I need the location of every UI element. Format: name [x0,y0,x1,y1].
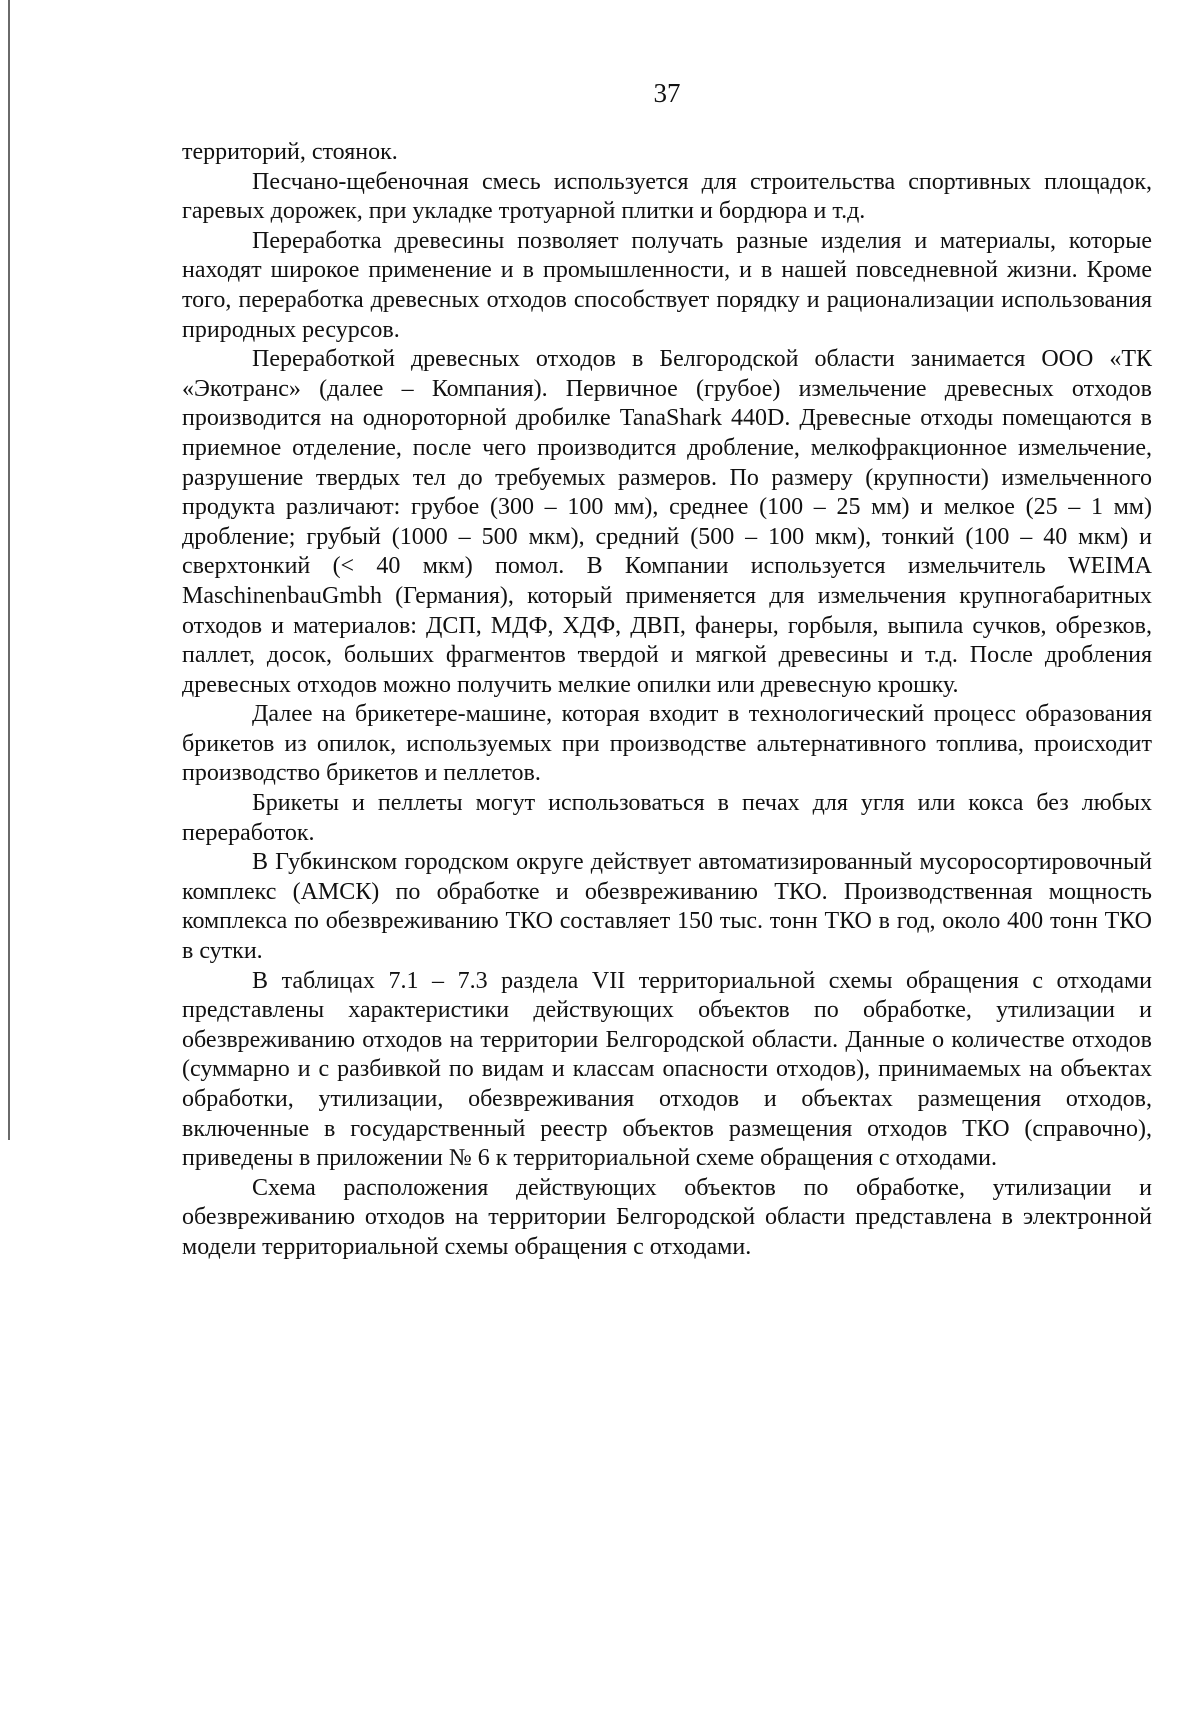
paragraph-ecotrans-company: Переработкой древесных отходов в Белгородской области занимается ООО «ТК «Экотранс» (далее – Компания). Первичное (грубое) измельчение древесных отходов производится на однороторной дробилке TanaShark 440D. Древесные отходы помещаются в приемное отделение, после чего производится дробление, мелкофракционное измельчение, разрушение твердых тел до требуемых размеров. По размеру (крупности) измельченного продукта различают: грубое (300 – 100 мм), среднее (100 – 25 мм) и мелкое (25 – 1 мм) дробление; грубый (1000 – 500 мкм), средний (500 – 100 мкм), тонкий (100 – 40 мкм) и сверхтонкий (< 40 мкм) помол. В Компании используется измельчитель WEIMA MaschinenbauGmbh (Германия), который применяется для измельчения крупногабаритных отходов и материалов: ДСП, МДФ, ХДФ, ДВП, фанеры, горбыля, выпила сучков, обрезков, паллет, досок, больших фрагментов твердой и мягкой древесины и т.д. После дробления древесных отходов можно получить мелкие опилки или древесную крошку. [182,346,1152,698]
paragraph-sand-gravel-mix: Песчано-щебеночная смесь используется для строительства спортивных площадок, гаревых дорожек, при укладке тротуарной плитки и бордюра и т.д. [182,168,1152,225]
paragraph-wood-processing: Переработка древесины позволяет получать разные изделия и материалы, которые находят широкое применение и в промышленности, и в нашей повседневной жизни. Кроме того, переработка древесных отходов способствует порядку и рационализации использования природных ресурсов. [182,227,1152,343]
document-body [182,138,1152,1263]
paragraph-briquetting: Далее на брикетере-машине, которая входит в технологический процесс образования брикетов из опилок, используемых при производстве альтернативного топлива, происходит производство брикетов и пеллетов. [182,701,1152,787]
paragraph-tables-reference: В таблицах 7.1 – 7.3 раздела VII территориальной схемы обращения с отходами представлены характеристики действующих объектов по обработке, утилизации и обезвреживанию отходов на территории Белгородской области. Данные о количестве отходов (суммарно и с разбивкой по видам и классам опасности отходов), принимаемых на объектах обработки, утилизации, обезвреживания отходов и объектах размещения отходов, включенные в государственный реестр объектов размещения отходов ТКО (справочно), приведены в приложении № 6 к территориальной схеме обращения с отходами. [182,967,1152,1172]
paragraph-continuation: территорий, стоянок. [182,139,398,165]
page-number: 37 [653,78,681,108]
paragraph-briquettes-use: Брикеты и пеллеты могут использоваться в печах для угля или кокса без любых переработок. [182,790,1152,846]
paragraph-gubkin-amsk: В Губкинском городском округе действует автоматизированный мусоросортировочный комплекс (АМСК) по обработке и обезвреживанию ТКО. Производственная мощность комплекса по обезвреживанию ТКО составляет 150 тыс. тонн ТКО в год, около 400 тонн ТКО в сутки. [182,849,1152,965]
paragraph-electronic-model: Схема расположения действующих объектов по обработке, утилизации и обезвреживанию отходов на территории Белгородской области представлена в электронной модели территориальной схемы обращения с отходами. [182,1174,1152,1260]
scan-edge-line [8,0,10,1140]
